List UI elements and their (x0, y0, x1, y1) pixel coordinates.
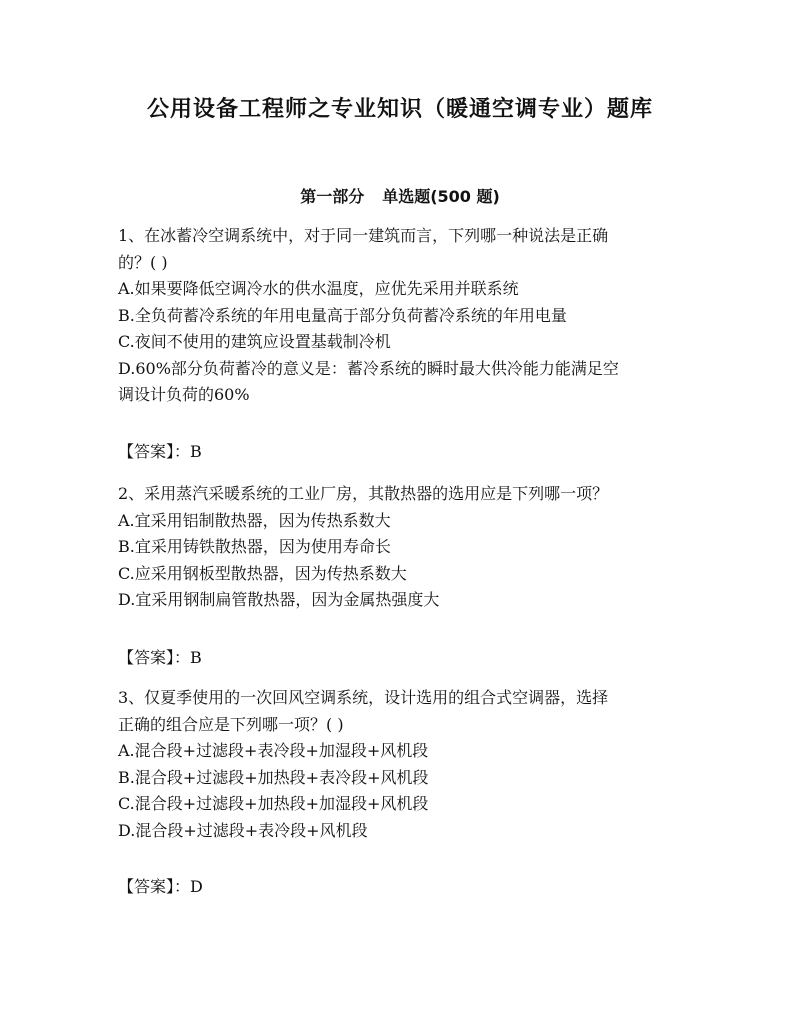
option-a: A.宜采用铝制散热器，因为传热系数大 (118, 510, 391, 530)
option-d: D.60%部分负荷蓄冷的意义是：蓄冷系统的瞬时最大供冷能力能满足空 (118, 358, 619, 378)
option-b: B.混合段+过滤段+加热段+表冷段+风机段 (118, 767, 429, 787)
option-a: A.如果要降低空调冷水的供水温度，应优先采用并联系统 (118, 279, 519, 298)
option-b: B.宜采用铸铁散热器，因为使用寿命长 (118, 537, 391, 556)
question-stem-line: 2、采用蒸汽采暖系统的工业厂房，其散热器的选用应是下列哪一项？ (118, 484, 609, 503)
answer-2: 【答案】：B (118, 648, 202, 667)
answer-1: 【答案】：B (118, 442, 202, 461)
option-a: A.混合段+过滤段+表冷段+加湿段+风机段 (118, 741, 429, 760)
option-c: C.混合段+过滤段+加热段+加湿段+风机段 (118, 794, 429, 813)
section-heading (0, 184, 800, 207)
document-title: 公用设备工程师之专业知识（暖通空调专业）题库 (146, 97, 653, 122)
answer-3: 【答案】：D (118, 877, 203, 896)
option-d-continued: 调设计负荷的60% (118, 385, 250, 404)
question-stem-line: 正确的组合应是下列哪一项？( ) (118, 714, 344, 734)
section-part: 第一部分 (300, 187, 365, 206)
section-name: 单选题(500 题) (382, 187, 500, 206)
question-1 (118, 223, 684, 409)
option-b: B.全负荷蓄冷系统的年用电量高于部分负荷蓄冷系统的年用电量 (118, 305, 567, 325)
question-3 (118, 685, 684, 844)
option-d: D.宜采用钢制扁管散热器，因为金属热强度大 (118, 590, 440, 609)
question-stem-line: 3、仅夏季使用的一次回风空调系统，设计选用的组合式空调器，选择 (118, 688, 609, 707)
option-d: D.混合段+过滤段+表冷段+风机段 (118, 820, 368, 840)
option-c: C.夜间不使用的建筑应设置基载制冷机 (118, 332, 391, 351)
option-c: C.应采用钢板型散热器，因为传热系数大 (118, 563, 407, 583)
question-stem-line: 1、在冰蓄冷空调系统中，对于同一建筑而言，下列哪一种说法是正确 (118, 226, 609, 245)
question-stem-line: 的？( ) (118, 252, 168, 272)
question-2 (118, 481, 684, 614)
